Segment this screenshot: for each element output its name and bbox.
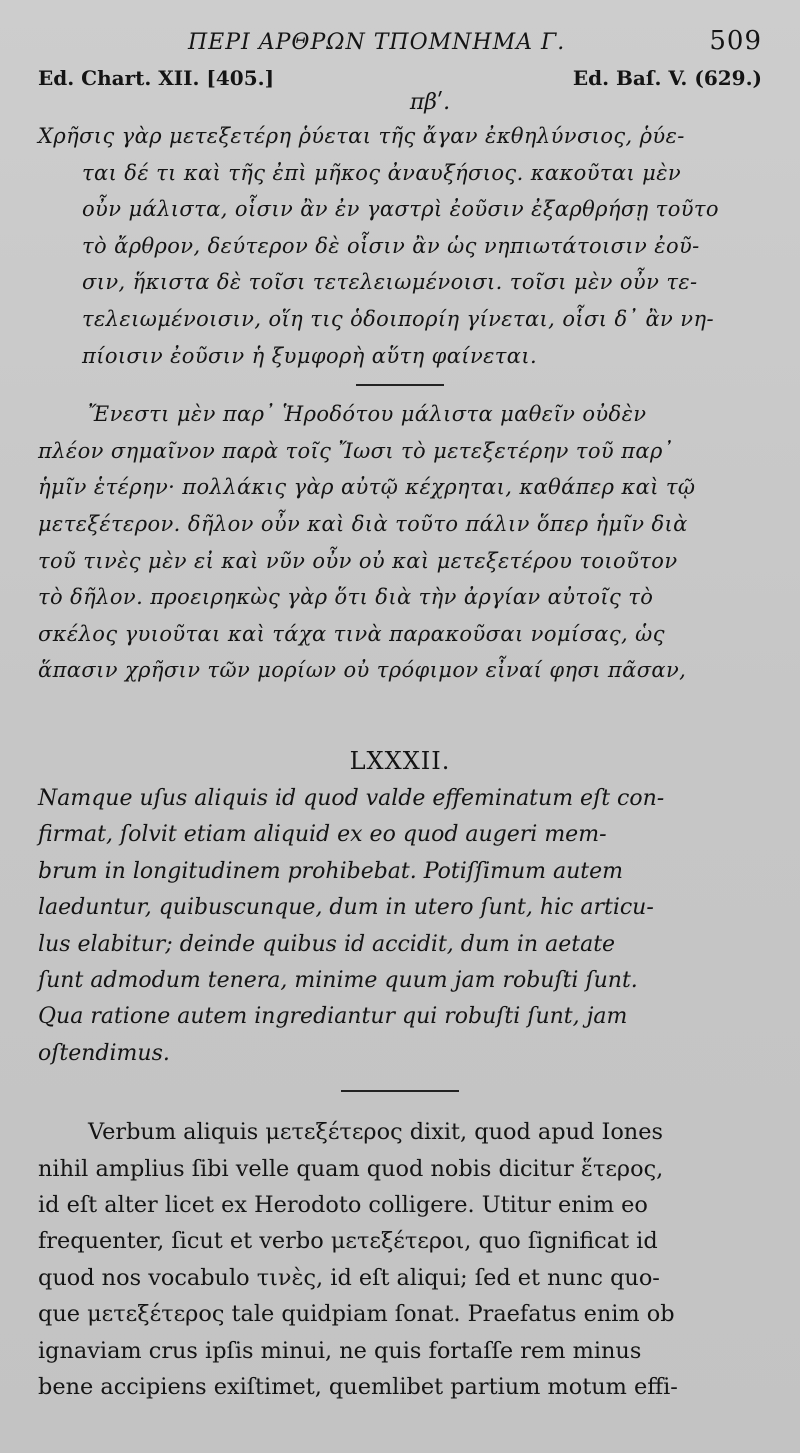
- latin-text-line: firmat, ſolvit etiam aliquid ex eo quod augeri mem-: [38, 822, 607, 848]
- greek-commentary-line: ἡμῖν ἑτέρην· πολλάκις γὰρ αὐτῷ κέχρηται, καθάπερ καὶ τῷ: [38, 475, 696, 500]
- greek-text-line: Χρῆσις γὰρ μετεξετέρη ῥύεται τῆς ἄγαν ἐκθηλύνσιος, ῥύε-: [38, 124, 685, 148]
- greek-text-line: οὖν μάλιστα, οἷσιν ἂν ἐν γαστρὶ ἐοῦσιν ἐξαρθρήσῃ τοῦτο: [82, 197, 719, 222]
- greek-text-line: σιν, ἥκιστα δὲ τοῖσι τετελειωμένοισι. τοῖσι μὲν οὖν τε-: [82, 270, 698, 295]
- latin-commentary-line: bene accipiens exiſtimet, quemlibet partium motum effi-: [38, 1374, 678, 1400]
- latin-text-line: Namque uſus aliquis id quod valde effeminatum eſt con-: [38, 785, 665, 811]
- greek-commentary-line: σκέλος γυιοῦται καὶ τάχα τινὰ παρακοῦσαι νομίσας, ὡς: [38, 621, 665, 646]
- latin-commentary-line: nihil amplius ſibi velle quam quod nobis dicitur ἕτερος,: [38, 1155, 664, 1182]
- latin-text-line: laeduntur, quibuscunque, dum in utero ſunt, hic articu-: [38, 895, 654, 921]
- greek-text-line: ται δέ τι καὶ τῆς ἐπὶ μῆκος ἀναυξήσιος. κακοῦται μὲν: [82, 160, 682, 185]
- edition-left: Ed. Chart. XII. [405.]: [38, 66, 275, 90]
- latin-text-line: Qua ratione autem ingrediantur qui robuſti ſunt, jam: [38, 1004, 628, 1030]
- greek-commentary-line: τοῦ τινὲς μὲν εἰ καὶ νῦν οὖν οὐ καὶ μετεξετέρου τοιοῦτον: [38, 548, 678, 573]
- latin-translation: [38, 781, 762, 1072]
- latin-commentary-line: id eſt alter licet ex Herodoto colligere. Utitur enim eo: [38, 1191, 648, 1218]
- latin-commentary-line: Verbum aliquis μετεξέτερος dixit, quod apud Iones: [88, 1119, 663, 1146]
- latin-text-line: brum in longitudinem prohibebat. Potiſſimum autem: [38, 858, 623, 884]
- greek-text-line: τὸ ἄρθρον, δεύτερον δὲ οἷσιν ἂν ὡς νηπιωτάτοισιν ἐοῦ-: [82, 233, 700, 258]
- greek-aphorism: [38, 118, 762, 374]
- greek-text-line: τελειωμένοισιν, οἵη τις ὁδοιπορίη γίνεται, οἷσι δ᾽ ἂν νη-: [82, 306, 714, 331]
- greek-commentary-line: τὸ δῆλον. προειρηκὼς γὰρ ὅτι διὰ τὴν ἀργίαν αὐτοῖς τὸ: [38, 585, 654, 610]
- greek-commentary-line: πλέον σημαῖνον παρὰ τοῖς Ἴωσι τὸ μετεξετέρην τοῦ παρ᾽: [38, 438, 674, 463]
- latin-commentary-line: frequenter, ſicut et verbo μετεξέτεροι, quo ſignificat id: [38, 1228, 658, 1255]
- running-title: ΠΕΡΙ ΑΡΘΡΩΝ ΤΠΟΜΝΗΜΑ Γ.: [188, 30, 566, 55]
- latin-text-line: lus elabitur; deinde quibus id accidit, dum in aetate: [38, 931, 616, 957]
- running-head: [38, 26, 762, 64]
- section-mark: πβʹ.: [409, 90, 451, 115]
- latin-commentary: [38, 1114, 762, 1405]
- latin-text-line: ſunt admodum tenera, minime quum jam robuſti ſunt.: [38, 967, 638, 993]
- greek-commentary-line: μετεξέτερον. δῆλον οὖν καὶ διὰ τοῦτο πάλιν ὅπερ ἡμῖν διὰ: [38, 511, 688, 536]
- greek-commentary-line: Ἔνεστι μὲν παρ᾽ Ἡροδότου μάλιστα μαθεῖν οὐδὲν: [88, 402, 647, 427]
- page-number: 509: [709, 26, 762, 56]
- latin-commentary-line: quod nos vocabulo τινὲς, id eſt aliqui; ſed et nunc quo-: [38, 1264, 660, 1291]
- latin-commentary-line: ignaviam crus ipſis minui, ne quis fortaſſe rem minus: [38, 1337, 642, 1364]
- greek-commentary-line: ἅπασιν χρῆσιν τῶν μορίων οὐ τρόφιμον εἶναί φησι πᾶσαν,: [38, 658, 687, 683]
- latin-commentary-line: que μετεξέτερος tale quidpiam ſonat. Praefatus enim ob: [38, 1301, 675, 1328]
- edition-right: Ed. Baſ. V. (629.): [572, 66, 762, 90]
- section-divider: [341, 1090, 459, 1092]
- greek-commentary: [38, 396, 762, 689]
- section-number: LXXXII.: [349, 746, 451, 775]
- section-divider: [356, 384, 444, 386]
- latin-text-line: oſtendimus.: [38, 1040, 170, 1066]
- greek-text-line: πίοισιν ἐοῦσιν ἡ ξυμφορὴ αὕτη φαίνεται.: [82, 343, 538, 368]
